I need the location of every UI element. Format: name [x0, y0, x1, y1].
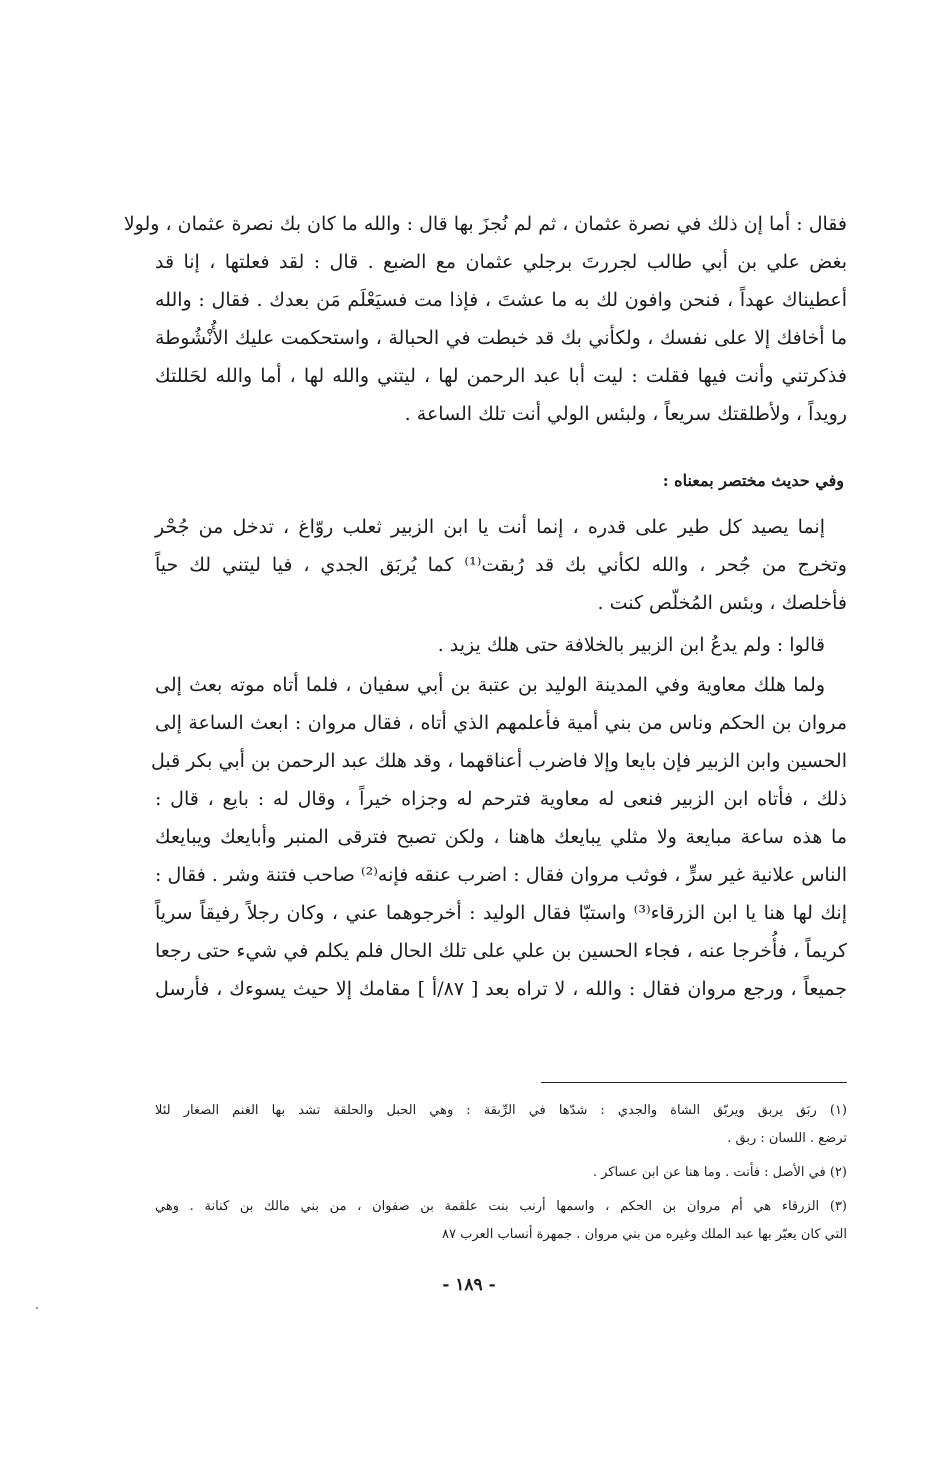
paragraph-4 [150, 666, 848, 1008]
scan-speck [36, 1307, 38, 1309]
text-line: رويداً ، ولأطلقتك سريعاً ، ولبئس الولي أنت تلك الساعة . [404, 403, 847, 425]
text-line: ولما هلك معاوية وفي المدينة الوليد بن عتبة بن أبي سفيان ، فلما أتاه موته بعث إلى [155, 674, 825, 696]
footnote-separator [541, 1082, 847, 1083]
footnote-3 [155, 1193, 847, 1249]
text-line: ذلك ، فأتاه ابن الزبير فنعى له معاوية فترحم له وجزاه خيراً ، وقال له : بايع ، قال : [155, 788, 847, 810]
paragraph-3 [155, 626, 847, 664]
text-line: فأخلصك ، وبئس المُخلّص كنت . [597, 592, 847, 614]
text-line: الناس علانية غير سرٍّ ، فوثب مروان فقال : اضرب عنقه فإنه⁽²⁾ صاحب فتنة وشر . فقال : [155, 864, 847, 886]
footnote-1 [155, 1097, 847, 1153]
text-line: مروان بن الحكم وناس من بني أمية فأعلمهم الذي أتاه ، فقال مروان : ابعث الساعة إلى [155, 712, 847, 734]
text-line: أعطيناك عهداً ، فنحن وافون لك به ما عشتَ ، فإذا مت فسيَعْلَم مَن بعدك . فقال : والله [155, 289, 847, 311]
footnote-line: ترضع . اللسان : ربق . [727, 1131, 847, 1146]
text-line: ما أخافك إلا على نفسك ، ولكأني بك قد خبطت في الحبالة ، واستحكمت عليك الأُنْشُوطة [155, 327, 847, 349]
text-line: إنك لها هنا يا ابن الزرقاء⁽³⁾ واستبّا فقال الوليد : أخرجوهما عني ، وكان رجلاً رفيقاً سرياً [155, 902, 847, 924]
paragraph-1 [123, 205, 847, 433]
footnote-line: (١) ربَق يربق ويربّق الشاة والجدي : شدّها في الرِّبقة : وهي الحبل والحلقة تشد بها الغنم الصغار لئلا [155, 1103, 847, 1118]
text-line: كريماً ، فأُخرجا عنه ، فجاء الحسين بن علي على تلك الحال فلم يكلم في شيء حتى رجعا [155, 940, 847, 962]
text-line: إنما يصيد كل طير على قدره ، إنما أنت يا ابن الزبير ثعلب روّاغ ، تدخل من جُحْر [155, 516, 825, 538]
text-line: قالوا : ولم يدعُ ابن الزبير بالخلافة حتى هلك يزيد . [437, 634, 825, 656]
text-line: ما هذه ساعة مبايعة ولا مثلي يبايعك هاهنا ، ولكن تصبح فترقى المنبر وأبايعك ويبايعك [155, 826, 848, 848]
text-line: فذكرتني وأنت فيها فقلت : ليت أبا عبد الرحمن لها ، ليتني والله لها ، أما والله لحَللتك [155, 365, 847, 387]
footnote-line: التي كان يعيّر بها عبد الملك وغيره من بني مروان . جمهرة أنساب العرب ٨٧ [442, 1227, 847, 1242]
footnote-line: (٢) في الأصل : فأنت . وما هنا عن ابن عساكر . [592, 1165, 847, 1180]
paragraph-2 [155, 508, 847, 622]
footnote-2 [155, 1159, 847, 1187]
text-line: جميعاً ، ورجع مروان فقال : والله ، لا تراه بعد [ ٨٧/أ ] مقامك إلا حيث يسوءك ، فأرسل [155, 978, 847, 1000]
section-heading: وفي حديث مختصر بمعناه : [662, 471, 844, 490]
text-line: الحسين وابن الزبير فإن بايعا وإلا فاضرب أعناقهما ، وقد هلك عبد الرحمن بن أبي بكر قبل [150, 750, 847, 772]
text-line: بغض علي بن أبي طالب لجررتَ برجلي عثمان مع الضبع . قال : لقد فعلتها ، إنا قد [155, 251, 847, 273]
footnote-line: (٣) الزرقاء هي أم مروان بن الحكم ، واسمها أرنب بنت علقمة بن صفوان ، من بني مالك بن كنانة . وهي [155, 1199, 847, 1214]
text-line: وتخرج من جُحر ، والله لكأني بك قد رُبقت⁽¹⁾ كما يُربَق الجدي ، فيا ليتني لك حياً [155, 554, 847, 576]
page-number: - ١٨٩ - [442, 1275, 496, 1295]
footnotes [155, 1097, 847, 1249]
text-line: فقال : أما إن ذلك في نصرة عثمان ، ثم لم نُجزَ بها قال : والله ما كان بك نصرة عثمان ، ولولا [123, 213, 847, 235]
